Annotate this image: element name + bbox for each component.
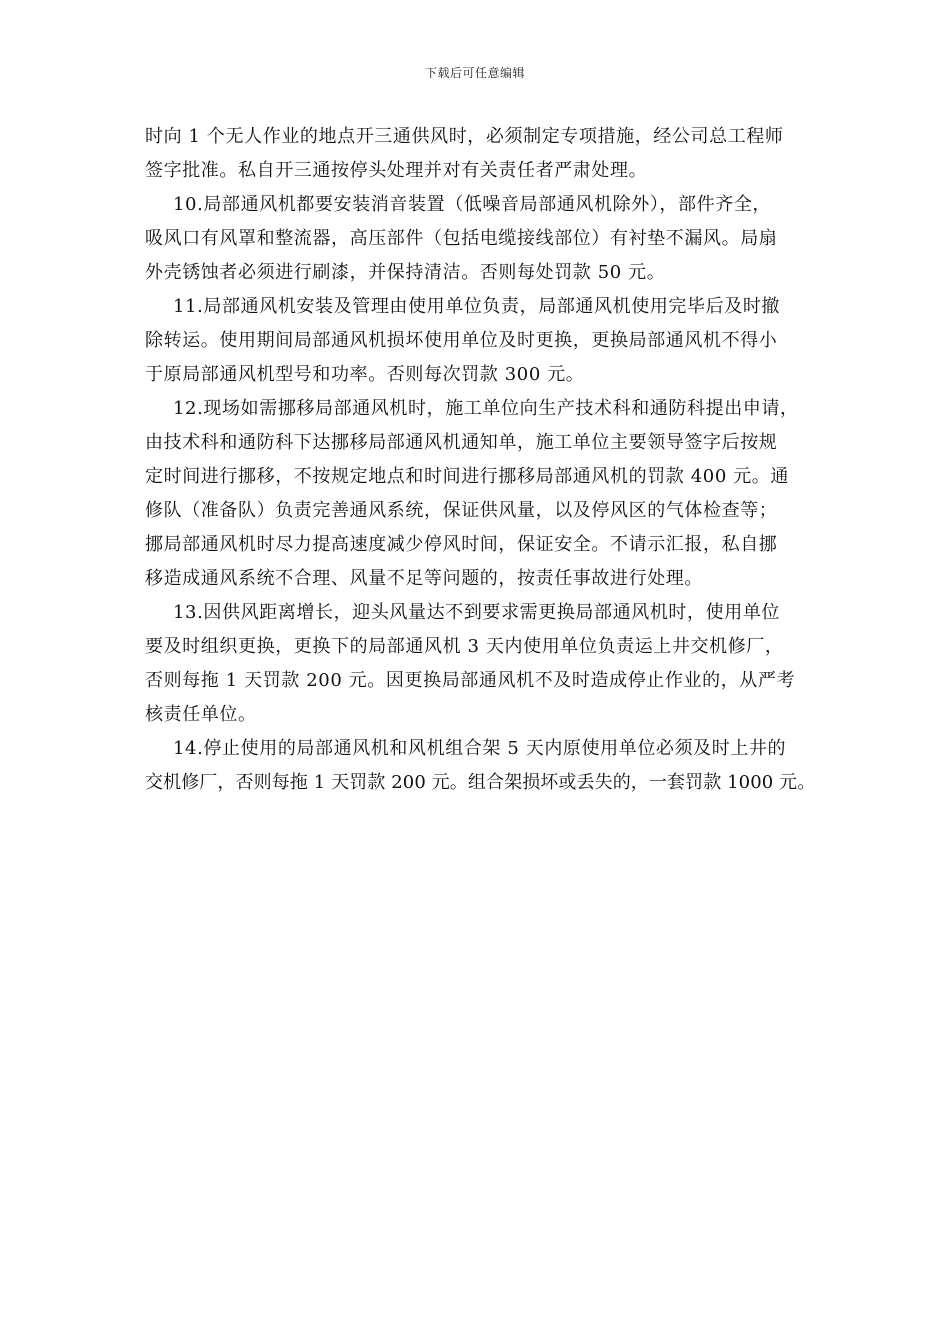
paragraph (145, 596, 815, 732)
text-line: 12.现场如需挪移局部通风机时，施工单位向生产技术科和通防科提出申请， (173, 398, 799, 419)
text-line: 吸风口有风罩和整流器，高压部件（包括电缆接线部位）有衬垫不漏风。局扇 (145, 228, 778, 249)
text-line: 除转运。使用期间局部通风机损坏使用单位及时更换，更换局部通风机不得小 (145, 330, 778, 351)
text-line: 11.局部通风机安装及管理由使用单位负责，局部通风机使用完毕后及时撤 (173, 296, 781, 317)
text-line: 10.局部通风机都要安装消音装置（低噪音局部通风机除外），部件齐全， (173, 194, 772, 215)
text-line: 签字批准。私自开三通按停头处理并对有关责任者严肃处理。 (145, 160, 648, 181)
text-line: 13.因供风距离增长，迎头风量达不到要求需更换局部通风机时，使用单位 (173, 602, 781, 623)
text-line: 于原局部通风机型号和功率。否则每次罚款 300 元。 (145, 364, 585, 385)
text-line: 挪局部通风机时尽力提高速度减少停风时间，保证安全。不请示汇报，私自挪 (145, 534, 778, 555)
text-line: 移造成通风系统不合理、风量不足等问题的，按责任事故进行处理。 (145, 568, 703, 589)
text-line: 由技术科和通防科下达挪移局部通风机通知单，施工单位主要领导签字后按规 (145, 432, 778, 453)
paragraph (145, 290, 815, 392)
document-body (145, 120, 815, 800)
page-header: 下载后可任意编辑 (424, 66, 525, 80)
text-line: 修队（准备队）负责完善通风系统，保证供风量，以及停风区的气体检查等； (145, 500, 778, 521)
text-line: 时向 1 个无人作业的地点开三通供风时，必须制定专项措施，经公司总工程师 (145, 126, 784, 147)
paragraph (145, 392, 815, 596)
paragraph (145, 732, 815, 800)
text-line: 定时间进行挪移，不按规定地点和时间进行挪移局部通风机的罚款 400 元。通 (145, 466, 789, 487)
paragraph (145, 188, 815, 290)
text-line: 外壳锈蚀者必须进行刷漆，并保持清洁。否则每处罚款 50 元。 (145, 262, 666, 283)
paragraph (145, 120, 815, 188)
text-line: 交机修厂，否则每拖 1 天罚款 200 元。组合架损坏或丢失的，一套罚款 1000 元。 (145, 772, 816, 793)
text-line: 否则每拖 1 天罚款 200 元。因更换局部通风机不及时造成停止作业的，从严考 (145, 670, 796, 691)
text-line: 14.停止使用的局部通风机和风机组合架 5 天内原使用单位必须及时上井的 (173, 738, 787, 759)
text-line: 要及时组织更换，更换下的局部通风机 3 天内使用单位负责运上井交机修厂， (145, 636, 784, 657)
text-line: 核责任单位。 (145, 704, 257, 725)
